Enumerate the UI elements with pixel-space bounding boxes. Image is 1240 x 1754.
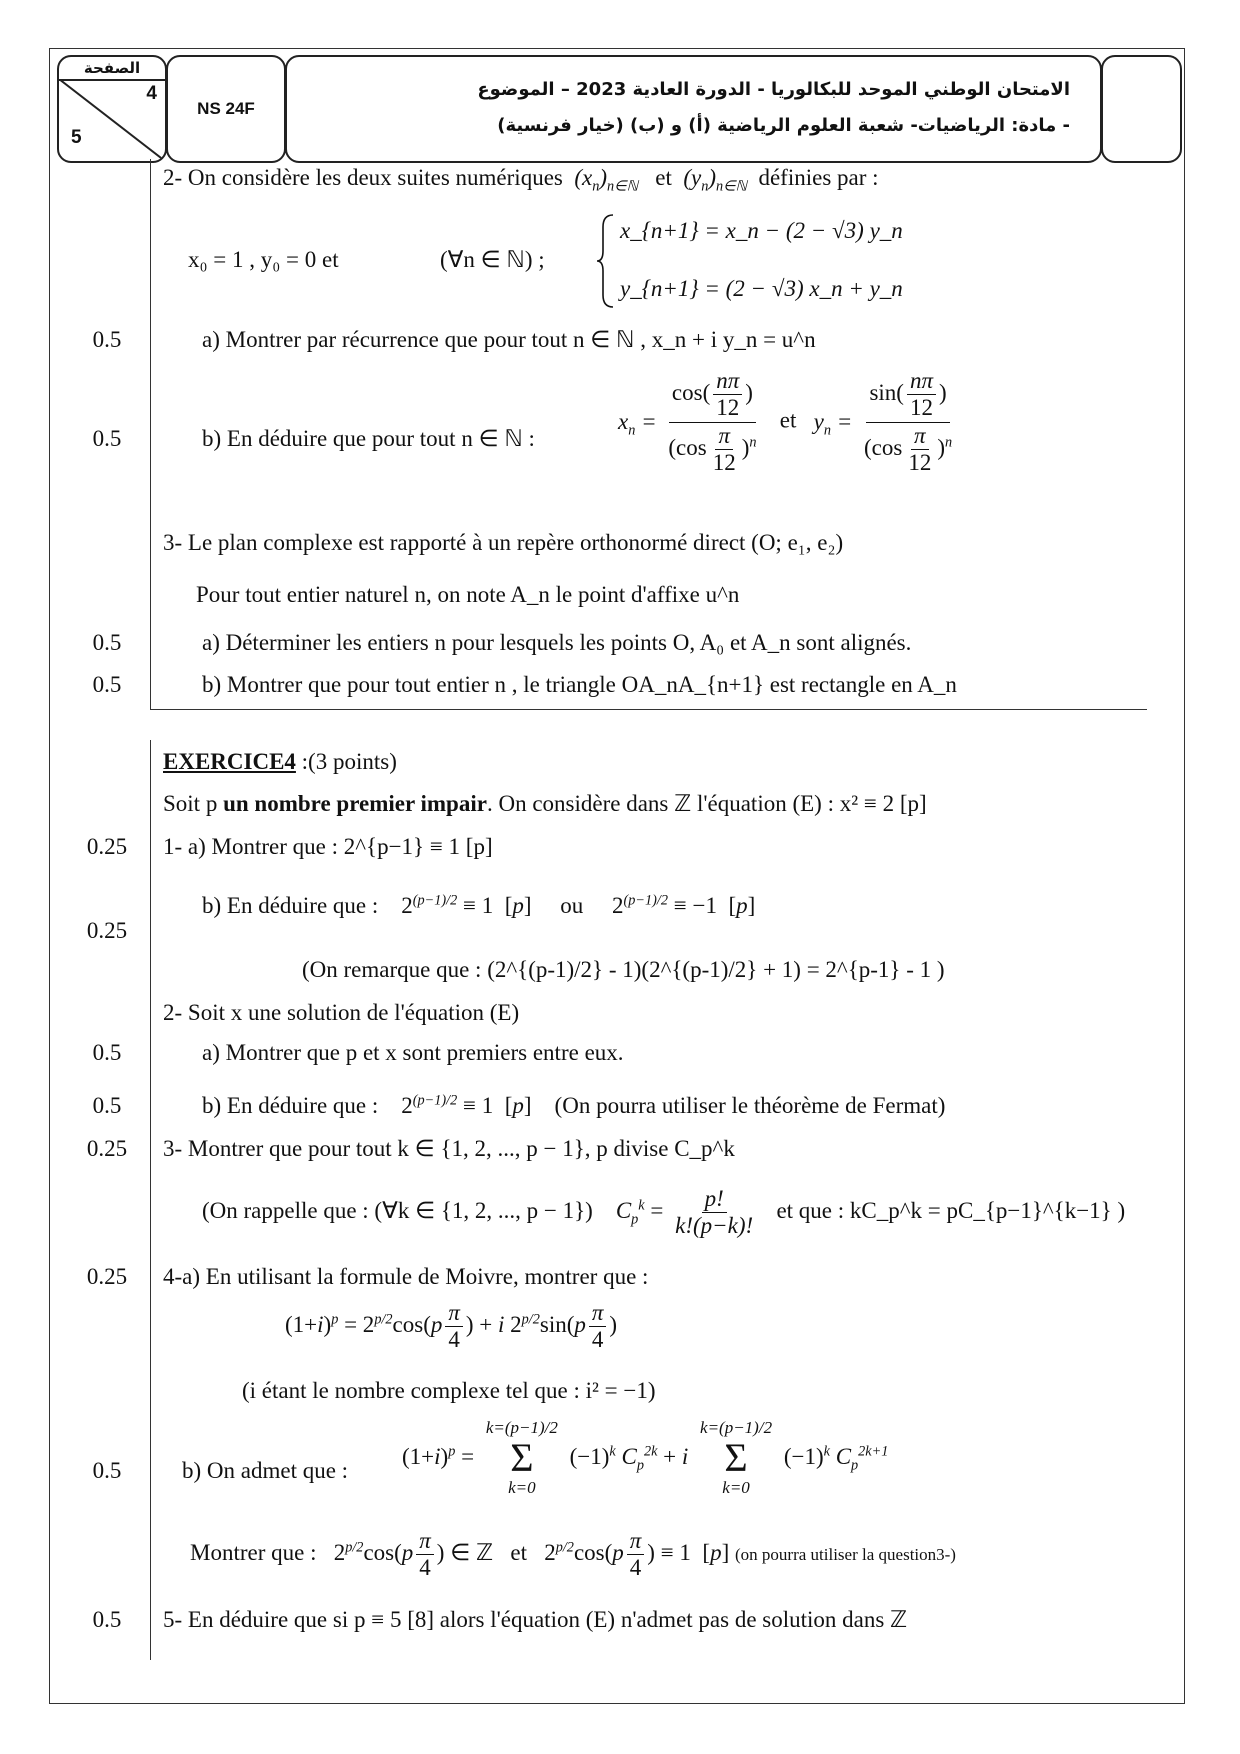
ex4-q2b: b) En déduire que : bbox=[202, 1093, 379, 1118]
ex4-q3: 3- Montrer que pour tout k ∈ {1, 2, ..., p − 1}, p divise C_p^k bbox=[163, 1136, 735, 1161]
ex4-q4b: b) On admet que : bbox=[182, 1458, 349, 1483]
points-ex4-4a: 0.25 bbox=[86, 1264, 128, 1289]
ex4-q4a-formula: $(1+i)^p = 2^{p/2}\cos(p$ $\frac{\pi}{4}$ ) + i $2^{p/2}\sin(p$ $\frac{\pi}{4}$ ) bbox=[285, 1300, 618, 1353]
ex4-q1b-line: b) En déduire que : $2^{(p-1)/2} \equiv 1$ [p] ou $2^{(p-1)/2} \equiv -1$ [p] bbox=[202, 892, 756, 918]
ex3-q2-defined: définies par : bbox=[758, 165, 879, 190]
points-ex4-1b: 0.25 bbox=[86, 918, 128, 943]
ex3-q2-intro: 2- On considère les deux suites numériques bbox=[163, 165, 563, 190]
ex3-q3a: a) Déterminer les entiers n pour lesquels les points O, A₀ et A_n sont alignés. bbox=[202, 630, 912, 655]
ex3-q3-An: Pour tout entier naturel n, on note A_n le point d'affixe u^n bbox=[196, 582, 740, 607]
points-ex4-2b: 0.5 bbox=[92, 1093, 122, 1118]
ex4-q3-recall2: et que : kC_p^k = pC_{p−1}^{k−1} ) bbox=[776, 1198, 1126, 1224]
page-total: 5 bbox=[71, 127, 82, 148]
ex4-q1a: 1- a) Montrer que : 2^{p−1} ≡ 1 [p] bbox=[163, 834, 493, 859]
ex3-q3-intro: 3- Le plan complexe est rapporté à un repère orthonormé direct (O; e₁, e₂) bbox=[163, 530, 844, 555]
ex3-q2-init: x₀ = 1 , y₀ = 0 et bbox=[188, 247, 339, 272]
points-ex4-2a: 0.5 bbox=[92, 1040, 122, 1065]
ex4-intro-bold: un nombre premier impair bbox=[223, 791, 487, 816]
page-label: الصفحة bbox=[59, 57, 165, 81]
ex4-intro-b: . On considère dans ℤ l'équation (E) : x² ≡ 2 [p] bbox=[486, 791, 927, 816]
page-number-box bbox=[57, 55, 167, 163]
points-ex4-5: 0.5 bbox=[92, 1607, 122, 1632]
ex4-intro-a: Soit p bbox=[163, 791, 218, 816]
ex4-q4b-formula: $(1+i)^p$ = k=(p−1)/2 Σ k=0 $(-1)^k$ $C_p^{2k} + i$ k=(p−1)/2 Σ k=0 $(-1)^k$ $C_p^{2k+1}$ bbox=[402, 1418, 889, 1497]
blank-header-box bbox=[1101, 55, 1182, 163]
ex4-title: EXERCICE4 bbox=[163, 749, 296, 774]
ex3-q2-rec2: y_{n+1} = (2 − √3) x_n + y_n bbox=[620, 276, 903, 301]
exam-title-line2: - مادة: الرياضيات- شعبة العلوم الرياضية (أ) و (ب) (خيار فرنسية) bbox=[497, 115, 1070, 136]
ex4-q3-recall: (On rappelle que : (∀k ∈ {1, 2, ..., p − 1}) bbox=[202, 1198, 593, 1224]
ex4-intro bbox=[163, 791, 927, 817]
points-ex4-1a: 0.25 bbox=[86, 834, 128, 859]
ex3-q2-forall: (∀n ∈ ℕ) ; bbox=[440, 247, 545, 272]
exam-title-box bbox=[285, 55, 1102, 163]
ex3-q2b: b) En déduire que pour tout n ∈ ℕ : bbox=[202, 426, 535, 451]
ex4-q1b-ou: ou bbox=[560, 893, 584, 918]
ex4-q2a: a) Montrer que p et x sont premiers entre eux. bbox=[202, 1040, 624, 1065]
margin-line-ex4 bbox=[150, 740, 151, 1660]
points-ex4-4b: 0.5 bbox=[92, 1458, 122, 1483]
page-current: 4 bbox=[146, 83, 157, 104]
points-ex3-2b: 0.5 bbox=[92, 426, 122, 451]
ex4-q2b-hint: (On pourra utiliser le théorème de Fermat) bbox=[554, 1093, 946, 1118]
points-ex3-3a: 0.5 bbox=[92, 630, 122, 655]
points-ex4-3: 0.25 bbox=[86, 1136, 128, 1161]
ex4-q5: 5- En déduire que si p ≡ 5 [8] alors l'équation (E) n'admet pas de solution dans ℤ bbox=[163, 1607, 908, 1632]
ex4-q4b-show: Montrer que : bbox=[190, 1540, 317, 1566]
ex3-q2b-formula: $x_n$ = cos( $\frac{n\pi}{12}$ ) (cos $\frac{\pi}{12}$ )$^n$ et $y_n$ = sin( $\frac{n\pi}{12}$ ) (cos $\frac{\pi}{12}$ )$^n$ bbox=[618, 368, 953, 476]
ex4-q1-remark: (On remarque que : (2^{(p-1)/2} - 1)(2^{(p-1)/2} + 1) = 2^{p-1} - 1 ) bbox=[302, 957, 945, 982]
points-ex3-3b: 0.5 bbox=[92, 672, 122, 697]
ex3-q2-intro-line: 2- On considère les deux suites numériques $(x_n)_{n\in ℕ}$ et $(y_n)_{n\in ℕ}$ définies par : bbox=[163, 165, 879, 195]
ex4-q4b-hint: (on pourra utiliser la question3-) bbox=[735, 1545, 956, 1565]
ex3-q2-rec1: x_{n+1} = x_n − (2 − √3) y_n bbox=[620, 218, 903, 243]
ex4-q4-i: (i étant le nombre complexe tel que : i² = −1) bbox=[242, 1378, 656, 1403]
ex4-q3-recall-line: (On rappelle que : (∀k ∈ {1, 2, ..., p − 1}) $C_p^k$ = $\frac{p!}{k!(p-k)!}$ et que : kC_p^k = pC_{p−1}^{k−1} ) bbox=[202, 1186, 1126, 1239]
points-ex3-2a: 0.5 bbox=[92, 327, 122, 352]
exercise-separator bbox=[150, 709, 1147, 710]
system-brace bbox=[595, 213, 617, 309]
ex4-q4b-show-line: Montrer que : $2^{p/2}\cos(p$ $\frac{\pi}{4}$ ) ∈ ℤ et $2^{p/2}\cos(p$ $\frac{\pi}{4}$ ) ≡ 1 [p] (on pourra utiliser la question3-) bbox=[190, 1528, 956, 1581]
ex4-title-line bbox=[163, 749, 397, 775]
ex3-q2a: a) Montrer par récurrence que pour tout n ∈ ℕ , x_n + i y_n = u^n bbox=[202, 327, 816, 352]
exam-title-line1: الامتحان الوطني الموحد للبكالوريا - الدورة العادية 2023 – الموضوع bbox=[477, 79, 1070, 100]
ex4-points: :(3 points) bbox=[295, 749, 397, 774]
exam-code: NS 24F bbox=[166, 55, 286, 163]
ex4-q2-intro: 2- Soit x une solution de l'équation (E) bbox=[163, 1000, 520, 1025]
ex4-q1b: b) En déduire que : bbox=[202, 893, 379, 918]
ex4-q4a: 4-a) En utilisant la formule de Moivre, montrer que : bbox=[163, 1264, 649, 1289]
ex3-q3b: b) Montrer que pour tout entier n , le triangle OA_nA_{n+1} est rectangle en A_n bbox=[202, 672, 957, 697]
ex4-q2b-line: b) En déduire que : $2^{(p-1)/2} \equiv 1$ [p] (On pourra utiliser le théorème de Fermat) bbox=[202, 1092, 946, 1118]
